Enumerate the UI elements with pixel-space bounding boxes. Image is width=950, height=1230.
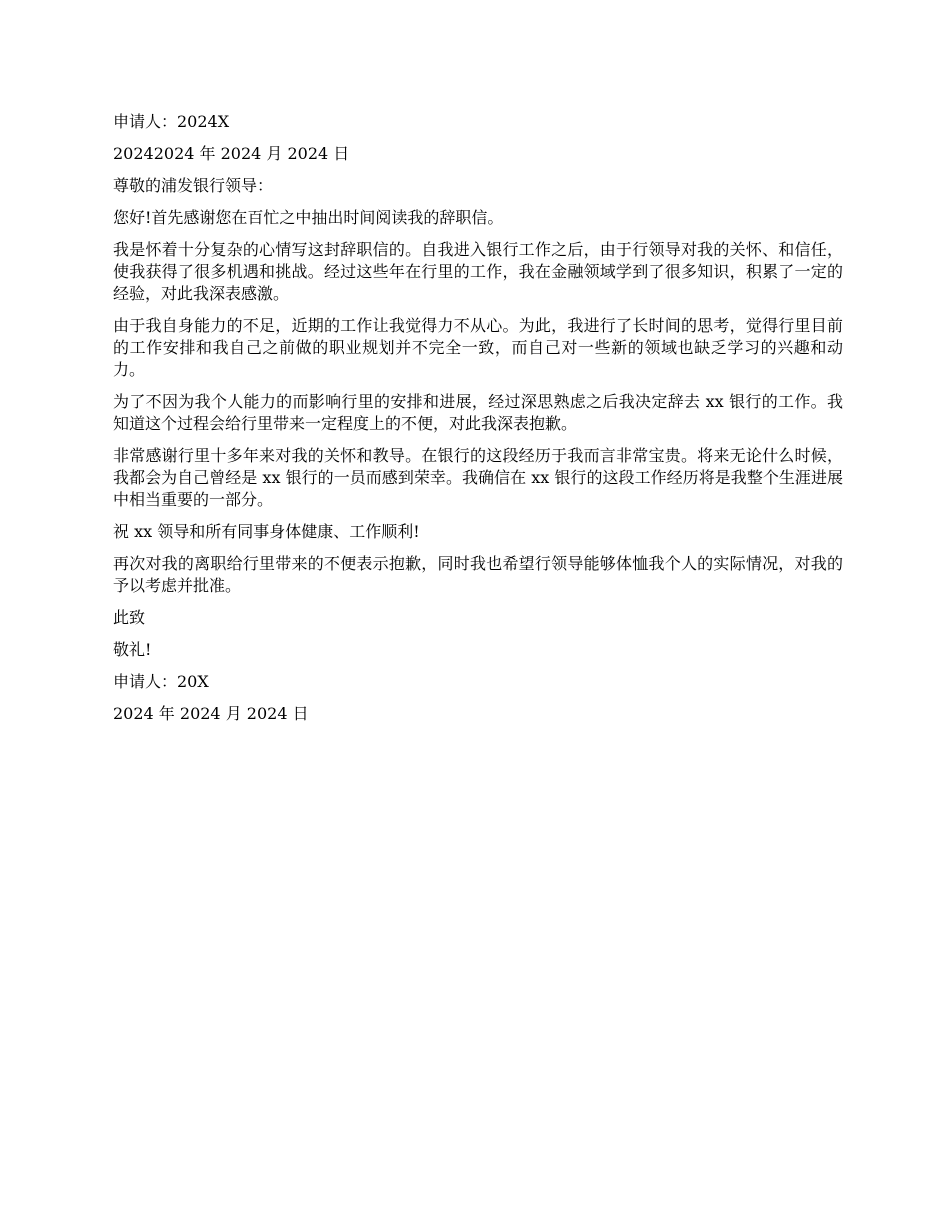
body-paragraph: 为了不因为我个人能力的而影响行里的安排和进展，经过深思熟虑之后我决定辞去 xx 银行的工作。我知道这个过程会给行里带来一定程度上的不便，对此我深表抱歉。 — [113, 392, 843, 433]
header-applicant: 申请人：2024X — [113, 112, 230, 131]
footer-applicant: 申请人：20X — [113, 672, 209, 691]
document-page — [113, 111, 843, 735]
salutation: 尊敬的浦发银行领导： — [113, 176, 274, 195]
closing-line: 此致 — [113, 608, 146, 627]
body-paragraph: 祝 xx 领导和所有同事身体健康、工作顺利! — [113, 522, 420, 541]
body-paragraph: 我是怀着十分复杂的心情写这封辞职信的。自我进入银行工作之后，由于行领导对我的关怀、和信任，使我获得了很多机遇和挑战。经过这些年在行里的工作，我在金融领域学到了很多知识，积累了一定的经验，对此我深表感激。 — [113, 240, 843, 303]
closing-salute: 敬礼! — [113, 640, 152, 659]
body-paragraph: 由于我自身能力的不足，近期的工作让我觉得力不从心。为此，我进行了长时间的思考，觉得行里目前的工作安排和我自己之前做的职业规划并不完全一致，而自己对一些新的领域也缺乏学习的兴趣和动力。 — [113, 316, 843, 379]
body-paragraph: 非常感谢行里十多年来对我的关怀和教导。在银行的这段经历于我而言非常宝贵。将来无论什么时候，我都会为自己曾经是 xx 银行的一员而感到荣幸。我确信在 xx 银行的这段工作经历将是我整个生涯进展中相当重要的一部分。 — [113, 446, 843, 509]
header-date: 20242024 年 2024 月 2024 日 — [113, 144, 350, 163]
footer-date: 2024 年 2024 月 2024 日 — [113, 704, 309, 723]
body-paragraph: 您好!首先感谢您在百忙之中抽出时间阅读我的辞职信。 — [113, 208, 504, 227]
body-paragraph: 再次对我的离职给行里带来的不便表示抱歉，同时我也希望行领导能够体恤我个人的实际情况，对我的予以考虑并批准。 — [113, 554, 843, 595]
